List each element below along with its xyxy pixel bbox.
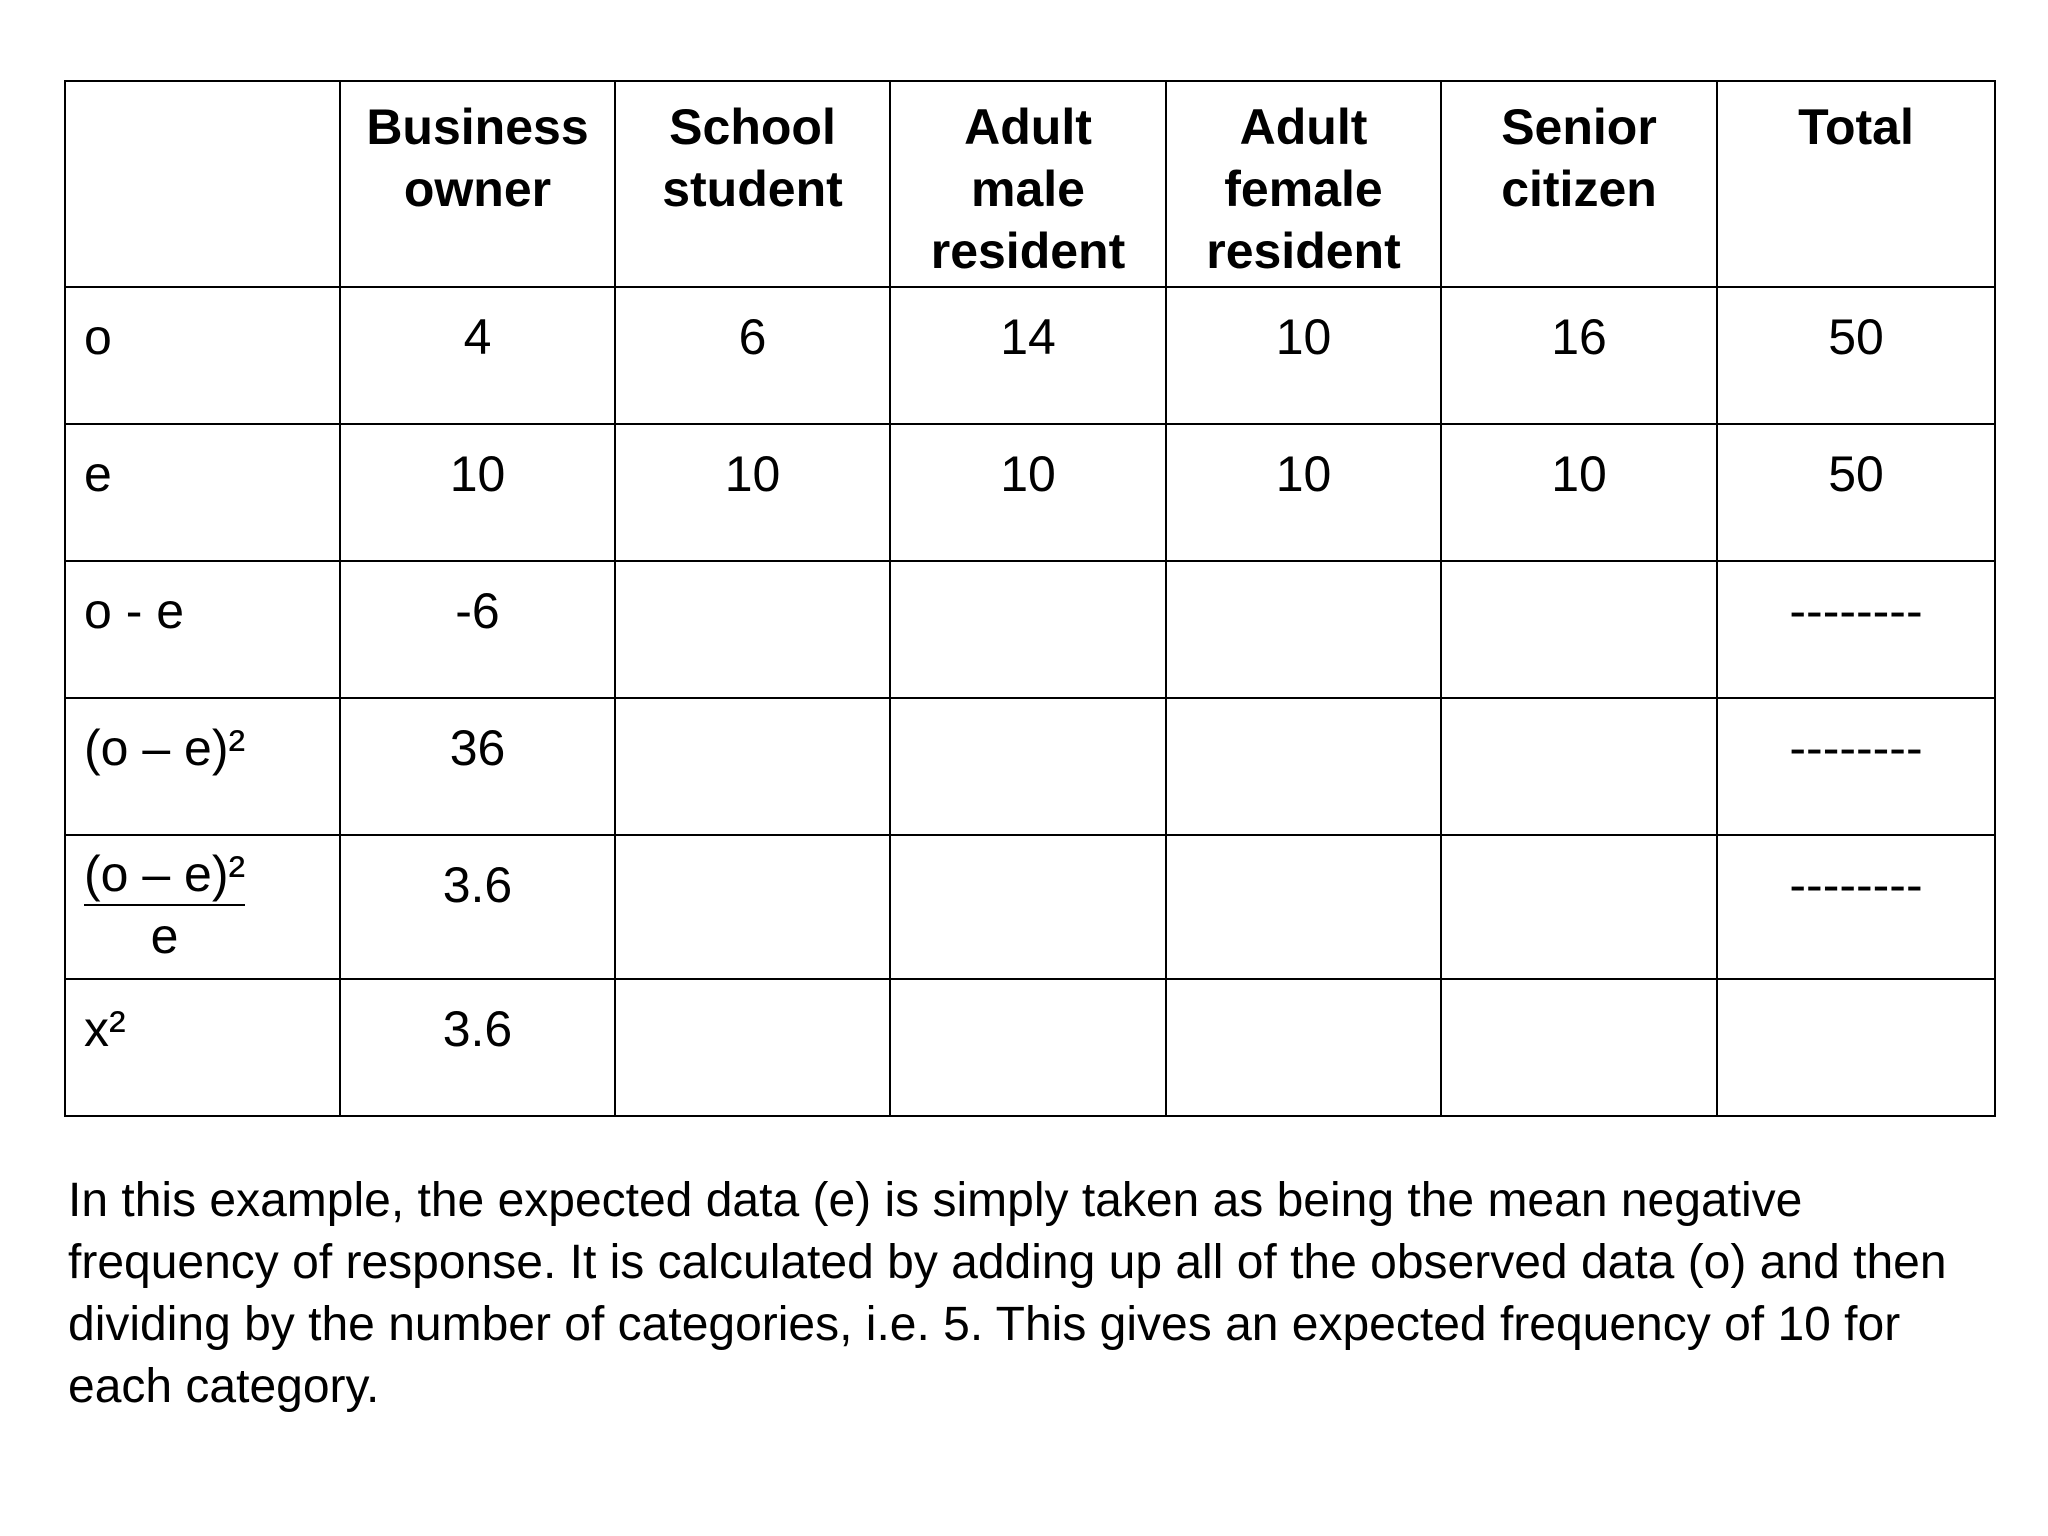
table-cell bbox=[615, 561, 890, 698]
table-cell bbox=[1166, 979, 1441, 1116]
table-cell: 10 bbox=[615, 424, 890, 561]
row-label: (o – e)² bbox=[65, 698, 340, 835]
table-cell bbox=[1441, 561, 1717, 698]
table-row-difference bbox=[65, 561, 1995, 698]
table-cell: 4 bbox=[340, 287, 615, 424]
table-cell: 36 bbox=[340, 698, 615, 835]
chi-square-table bbox=[64, 80, 1996, 1117]
table-row-ratio bbox=[65, 835, 1995, 979]
table-cell: -------- bbox=[1717, 561, 1995, 698]
table-row-expected bbox=[65, 424, 1995, 561]
table-cell bbox=[615, 698, 890, 835]
table-cell bbox=[1441, 979, 1717, 1116]
table-cell: 14 bbox=[890, 287, 1166, 424]
row-label-fraction bbox=[65, 835, 340, 979]
table-cell: 3.6 bbox=[340, 979, 615, 1116]
row-label: x² bbox=[65, 979, 340, 1116]
table-row-squared-difference bbox=[65, 698, 1995, 835]
header-row bbox=[65, 81, 1995, 287]
table-cell bbox=[890, 698, 1166, 835]
header-total: Total bbox=[1717, 81, 1995, 287]
table-cell bbox=[1441, 698, 1717, 835]
table-cell: -------- bbox=[1717, 698, 1995, 835]
table-cell: 10 bbox=[340, 424, 615, 561]
table-cell bbox=[615, 835, 890, 979]
header-adult-female-resident: Adult female resident bbox=[1166, 81, 1441, 287]
table-cell bbox=[615, 979, 890, 1116]
table-cell: 6 bbox=[615, 287, 890, 424]
table-cell bbox=[1166, 835, 1441, 979]
table-cell: 10 bbox=[1166, 424, 1441, 561]
table-cell bbox=[1717, 979, 1995, 1116]
table-row-observed bbox=[65, 287, 1995, 424]
table-cell: 50 bbox=[1717, 424, 1995, 561]
table-cell bbox=[890, 835, 1166, 979]
table-cell bbox=[890, 979, 1166, 1116]
header-adult-male-resident: Adult male resident bbox=[890, 81, 1166, 287]
table-cell bbox=[1166, 698, 1441, 835]
fraction bbox=[84, 846, 245, 964]
header-senior-citizen: Senior citizen bbox=[1441, 81, 1717, 287]
table-cell: 10 bbox=[1166, 287, 1441, 424]
header-school-student: School student bbox=[615, 81, 890, 287]
fraction-denominator: e bbox=[150, 908, 179, 964]
row-label: e bbox=[65, 424, 340, 561]
fraction-numerator: (o – e)² bbox=[84, 846, 245, 906]
table-cell bbox=[890, 561, 1166, 698]
table-cell: 50 bbox=[1717, 287, 1995, 424]
table-cell bbox=[1441, 835, 1717, 979]
explanation-paragraph: In this example, the expected data (e) is simply taken as being the mean negative frequency of response. It is calculated by adding up all of the observed data (o) and then dividing by the number of categories, i.e. 5. This gives an expected frequency of 10 for each category. bbox=[68, 1174, 1947, 1413]
header-business-owner: Business owner bbox=[340, 81, 615, 287]
row-label: o - e bbox=[65, 561, 340, 698]
table-cell: 10 bbox=[890, 424, 1166, 561]
table-row-chi-square bbox=[65, 979, 1995, 1116]
table-cell: 3.6 bbox=[340, 835, 615, 979]
table-cell: -6 bbox=[340, 561, 615, 698]
table-cell: 16 bbox=[1441, 287, 1717, 424]
table-cell bbox=[1166, 561, 1441, 698]
row-label: o bbox=[65, 287, 340, 424]
header-empty bbox=[65, 81, 340, 287]
table-cell: -------- bbox=[1717, 835, 1995, 979]
table-cell: 10 bbox=[1441, 424, 1717, 561]
